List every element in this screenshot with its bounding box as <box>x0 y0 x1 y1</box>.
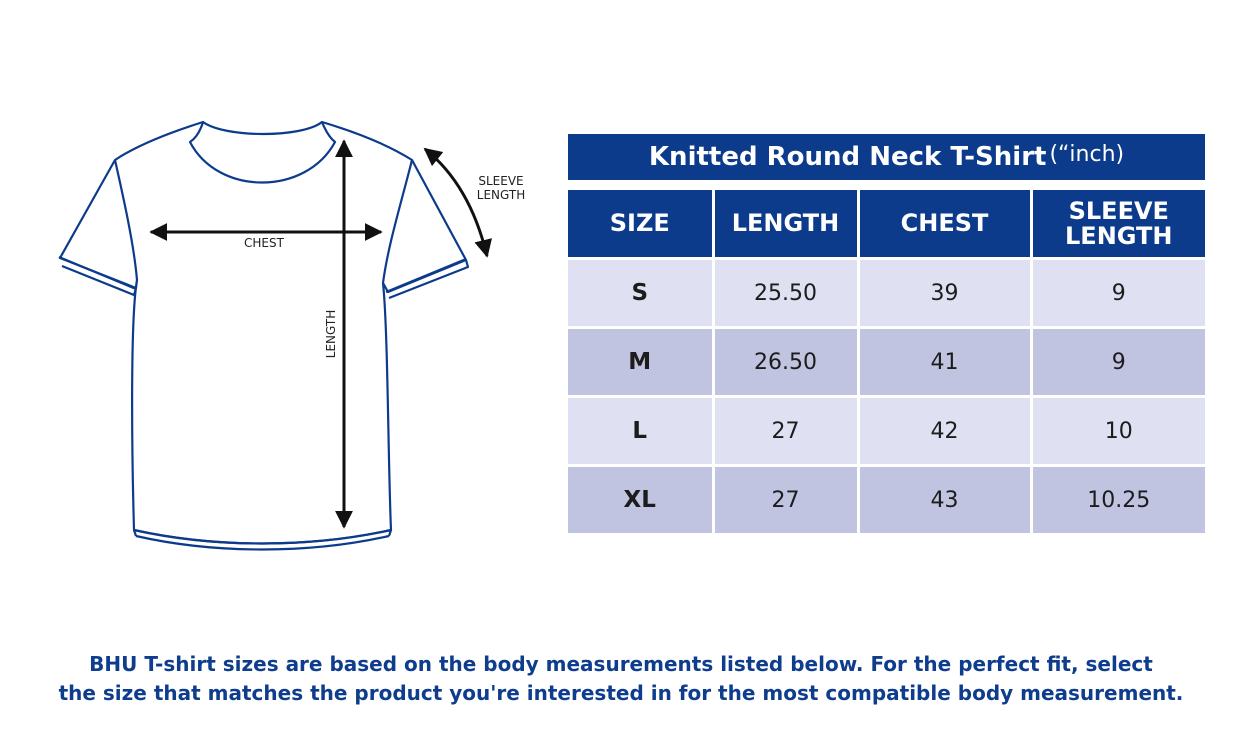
table-unit: (“inch) <box>1049 142 1125 167</box>
tshirt-diagram <box>0 0 560 600</box>
cell-size: XL <box>568 466 713 534</box>
cell-sleeve-length: 10.25 <box>1031 466 1205 534</box>
cell-length: 27 <box>713 466 858 534</box>
header-sleeve-length <box>1031 190 1205 259</box>
table-title-row <box>568 134 1205 180</box>
measurement-arrows <box>151 141 487 527</box>
size-guide-note <box>0 650 1242 708</box>
cell-sleeve-length: 9 <box>1031 259 1205 328</box>
cell-sleeve-length: 10 <box>1031 397 1205 466</box>
header-length: LENGTH <box>713 190 858 259</box>
table-row <box>568 466 1205 534</box>
cell-size: L <box>568 397 713 466</box>
table-gap-cell <box>568 180 1205 190</box>
table-row <box>568 259 1205 328</box>
cell-size: S <box>568 259 713 328</box>
sleeve-length-label-line1: SLEEVE <box>478 174 524 188</box>
size-guide-note-line2: the size that matches the product you're interested in for the most compatible body measurement. <box>58 681 1184 705</box>
sleeve-length-label-line2: LENGTH <box>476 188 526 202</box>
table-title: Knitted Round Neck T-Shirt <box>648 142 1047 172</box>
cell-length: 25.50 <box>713 259 858 328</box>
table-title-cell <box>568 134 1205 180</box>
header-size: SIZE <box>568 190 713 259</box>
cell-chest: 41 <box>858 328 1031 397</box>
header-sleeve-line2: LENGTH <box>1065 221 1173 250</box>
tshirt-outline <box>59 122 468 550</box>
table-row <box>568 397 1205 466</box>
cell-sleeve-length: 9 <box>1031 328 1205 397</box>
cell-chest: 42 <box>858 397 1031 466</box>
cell-chest: 43 <box>858 466 1031 534</box>
table-gap <box>568 180 1205 190</box>
size-guide-note-line1: BHU T-shirt sizes are based on the body measurements listed below. For the perfect fit, select <box>89 652 1153 676</box>
cell-length: 26.50 <box>713 328 858 397</box>
size-chart-table <box>568 134 1205 533</box>
length-label: LENGTH <box>324 309 338 359</box>
cell-chest: 39 <box>858 259 1031 328</box>
table-header-row <box>568 190 1205 259</box>
header-sleeve-line1: SLEEVE <box>1068 196 1169 225</box>
table-row <box>568 328 1205 397</box>
chest-label: CHEST <box>244 236 284 250</box>
cell-size: M <box>568 328 713 397</box>
header-chest: CHEST <box>858 190 1031 259</box>
cell-length: 27 <box>713 397 858 466</box>
